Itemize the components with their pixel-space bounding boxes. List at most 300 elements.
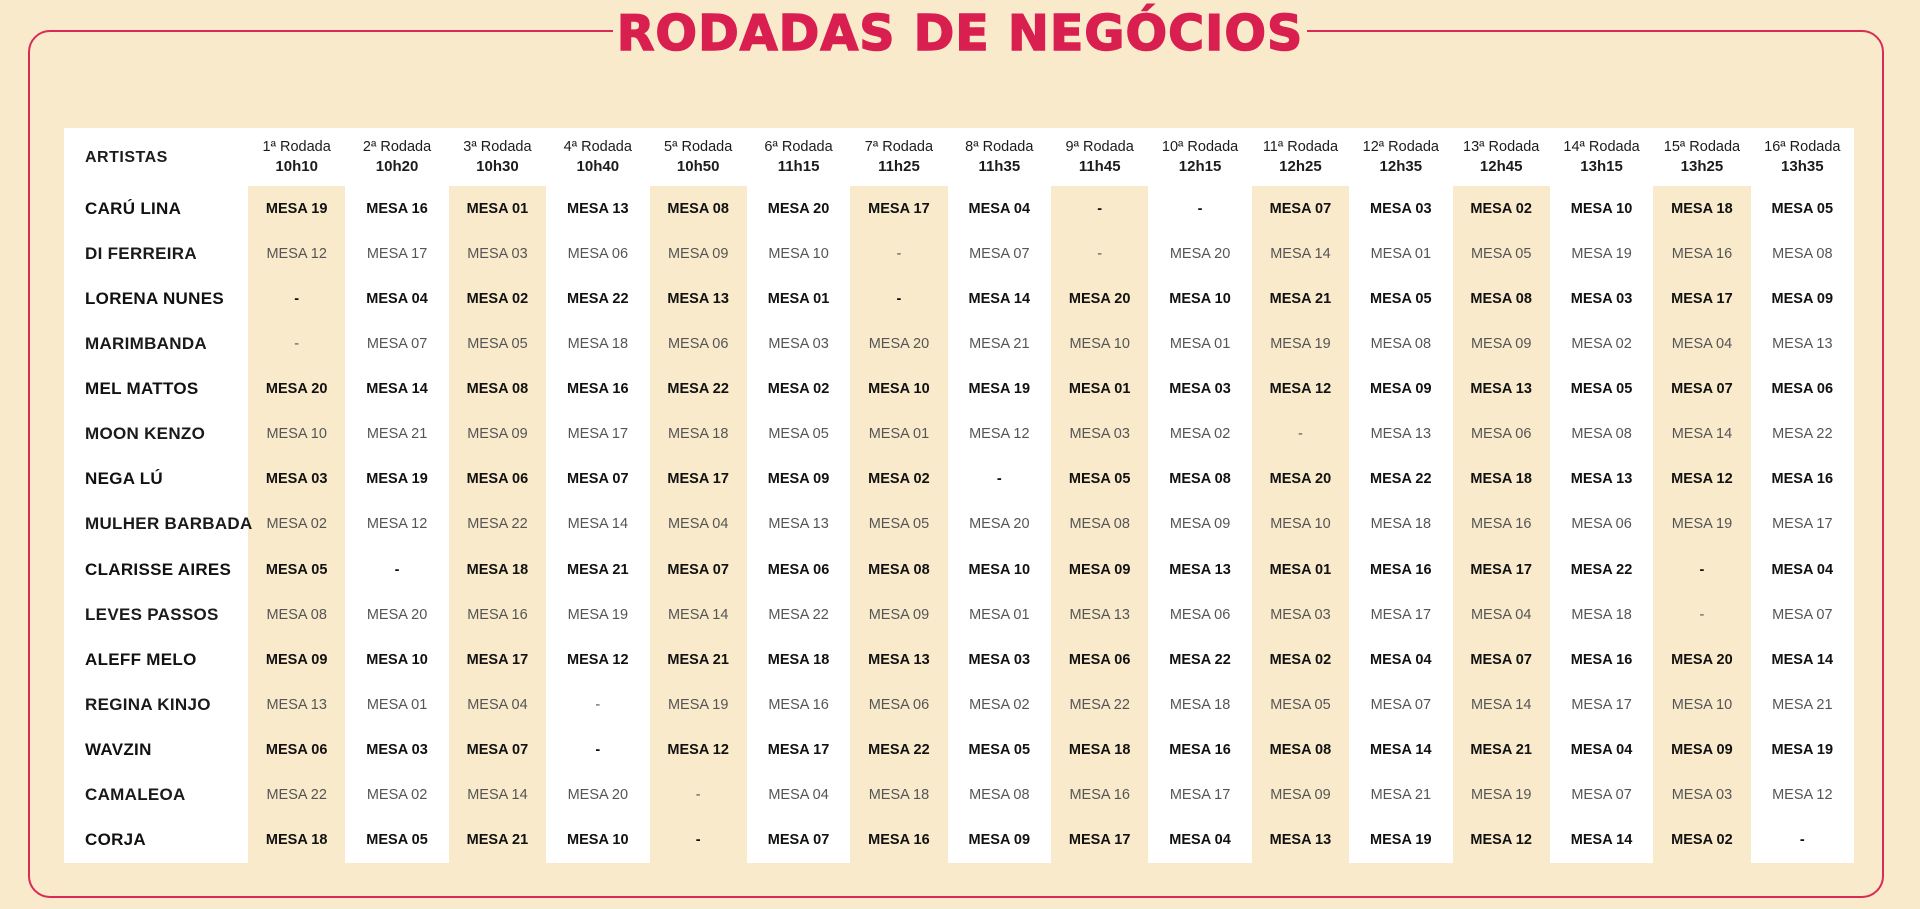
table-cell: MESA 08 <box>969 787 1030 804</box>
table-cell: MESA 06 <box>1453 412 1550 457</box>
table-cell: MESA 01 <box>1370 245 1432 262</box>
table-cell: MESA 17 <box>1169 787 1231 804</box>
round-time: 13h35 <box>1781 158 1824 175</box>
table-cell: MESA 17 <box>567 426 629 443</box>
table-cell: MESA 08 <box>1051 502 1148 547</box>
table-cell: MESA 01 <box>449 186 546 231</box>
artist-name: MULHER BARBADA <box>85 514 253 534</box>
table-cell: MESA 16 <box>1771 471 1834 488</box>
table-cell: MESA 10 <box>1051 321 1148 366</box>
table-cell: MESA 06 <box>567 245 629 262</box>
table-cell: MESA 02 <box>969 696 1030 713</box>
table-cell: MESA 19 <box>1771 742 1834 759</box>
round-header <box>1252 128 1349 186</box>
artist-name: LEVES PASSOS <box>85 604 219 624</box>
table-cell: MESA 18 <box>449 547 546 592</box>
round-time: 11h15 <box>777 158 820 175</box>
schedule-table <box>64 128 1854 863</box>
table-cell: MESA 20 <box>1653 637 1750 682</box>
table-cell: - <box>1252 412 1349 457</box>
table-cell: MESA 13 <box>1169 561 1231 578</box>
table-row <box>67 592 1851 637</box>
table-cell: MESA 04 <box>449 682 546 727</box>
table-cell: MESA 12 <box>1653 457 1750 502</box>
table-cell: MESA 08 <box>1252 728 1349 773</box>
round-label: 14ª Rodada <box>1563 139 1640 155</box>
artist-name: CLARISSE AIRES <box>85 559 232 579</box>
table-cell: MESA 05 <box>850 502 947 547</box>
round-header <box>1151 128 1248 186</box>
round-header <box>1352 128 1449 186</box>
table-cell: MESA 14 <box>366 381 428 398</box>
table-cell: MESA 20 <box>567 787 629 804</box>
table-cell: MESA 02 <box>1653 818 1750 863</box>
table-cell: MESA 09 <box>449 412 546 457</box>
table-cell: MESA 16 <box>850 818 947 863</box>
table-cell: - <box>996 471 1002 488</box>
table-cell: MESA 20 <box>850 321 947 366</box>
table-cell: MESA 10 <box>768 245 829 262</box>
table-cell: MESA 04 <box>1653 321 1750 366</box>
round-label: 10ª Rodada <box>1161 139 1239 155</box>
round-time: 13h25 <box>1680 158 1724 175</box>
table-cell: MESA 05 <box>366 832 428 849</box>
table-cell: MESA 17 <box>850 186 947 231</box>
round-label: 6ª Rodada <box>764 139 833 155</box>
table-cell: MESA 05 <box>1771 200 1834 217</box>
table-cell: MESA 08 <box>1370 335 1432 352</box>
round-header <box>850 128 947 186</box>
artist-name: MARIMBANDA <box>85 333 207 353</box>
table-cell: MESA 10 <box>968 561 1031 578</box>
table-cell: MESA 14 <box>1653 412 1750 457</box>
table-cell: MESA 07 <box>1252 186 1349 231</box>
table-cell: MESA 03 <box>1653 773 1750 818</box>
table-cell: MESA 16 <box>1653 231 1750 276</box>
table-cell: MESA 06 <box>248 728 345 773</box>
table-cell: MESA 05 <box>768 426 829 443</box>
table-cell: MESA 21 <box>1252 276 1349 321</box>
table-cell: MESA 05 <box>1370 290 1432 307</box>
table-cell: MESA 07 <box>1453 637 1550 682</box>
round-time: 10h40 <box>576 158 620 175</box>
table-cell: MESA 16 <box>768 696 829 713</box>
table-cell: MESA 09 <box>767 471 830 488</box>
table-cell: MESA 10 <box>248 412 345 457</box>
table-cell: MESA 17 <box>1772 516 1833 533</box>
table-cell: MESA 19 <box>567 606 629 623</box>
table-cell: MESA 06 <box>1051 637 1148 682</box>
round-time: 13h15 <box>1580 158 1623 175</box>
table-cell: MESA 21 <box>449 818 546 863</box>
table-cell: MESA 05 <box>1252 682 1349 727</box>
table-cell: MESA 02 <box>1169 426 1231 443</box>
table-cell: MESA 02 <box>1453 186 1550 231</box>
table-cell: MESA 18 <box>767 651 830 668</box>
table-cell: MESA 07 <box>567 471 629 488</box>
table-cell: MESA 08 <box>1169 471 1231 488</box>
table-cell: MESA 04 <box>768 787 829 804</box>
table-row <box>67 276 1851 321</box>
table-cell: MESA 09 <box>1370 381 1432 398</box>
table-cell: MESA 13 <box>850 637 947 682</box>
round-time: 10h50 <box>676 158 720 175</box>
table-cell: MESA 03 <box>1051 412 1148 457</box>
table-cell: MESA 03 <box>248 457 345 502</box>
table-cell: MESA 16 <box>1453 502 1550 547</box>
table-cell: MESA 02 <box>366 787 428 804</box>
table-cell: MESA 13 <box>650 276 747 321</box>
table-row <box>67 547 1851 592</box>
table-cell: MESA 20 <box>969 516 1030 533</box>
table-cell: MESA 22 <box>567 290 629 307</box>
table-cell: MESA 01 <box>1252 547 1349 592</box>
table-cell: MESA 21 <box>567 561 629 578</box>
table-cell: MESA 07 <box>969 245 1030 262</box>
table-cell: MESA 18 <box>1453 457 1550 502</box>
table-cell: MESA 21 <box>650 637 747 682</box>
table-cell: MESA 01 <box>767 290 830 307</box>
round-label: 11ª Rodada <box>1262 139 1339 155</box>
table-cell: MESA 05 <box>1453 231 1550 276</box>
table-cell: MESA 10 <box>1169 290 1231 307</box>
table-cell: MESA 22 <box>1169 651 1231 668</box>
table-cell: MESA 16 <box>366 200 428 217</box>
round-header <box>1754 128 1851 186</box>
round-label: 5ª Rodada <box>664 139 733 155</box>
table-row <box>67 502 1851 547</box>
table-cell: - <box>248 276 345 321</box>
round-header <box>1051 128 1148 186</box>
table-cell: MESA 09 <box>1653 728 1750 773</box>
table-cell: MESA 05 <box>248 547 345 592</box>
table-cell: MESA 12 <box>650 728 747 773</box>
table-cell: - <box>1051 186 1148 231</box>
table-cell: MESA 17 <box>1370 606 1432 623</box>
artist-name: MOON KENZO <box>85 424 206 444</box>
artist-name: MEL MATTOS <box>85 379 199 399</box>
table-cell: MESA 19 <box>1252 321 1349 366</box>
table-cell: MESA 21 <box>1772 696 1833 713</box>
table-cell: - <box>248 321 345 366</box>
table-cell: MESA 19 <box>1453 773 1550 818</box>
table-cell: MESA 20 <box>767 200 830 217</box>
table-cell: MESA 08 <box>449 367 546 412</box>
table-cell: MESA 04 <box>1570 742 1633 759</box>
table-cell: MESA 09 <box>248 637 345 682</box>
round-header <box>1653 128 1750 186</box>
table-cell: MESA 17 <box>1051 818 1148 863</box>
table-cell: MESA 17 <box>1571 696 1632 713</box>
table-cell: MESA 07 <box>1571 787 1632 804</box>
table-cell: MESA 10 <box>1252 502 1349 547</box>
table-cell: MESA 20 <box>1169 245 1231 262</box>
table-cell: MESA 14 <box>1453 682 1550 727</box>
table-cell: MESA 18 <box>1571 606 1632 623</box>
table-cell: MESA 06 <box>650 321 747 366</box>
table-cell: MESA 07 <box>366 335 428 352</box>
table-header-row <box>67 128 1851 186</box>
round-time: 10h20 <box>375 158 419 175</box>
table-cell: MESA 05 <box>449 321 546 366</box>
table-cell: MESA 20 <box>1051 276 1148 321</box>
table-cell: MESA 07 <box>449 728 546 773</box>
table-cell: MESA 19 <box>650 682 747 727</box>
table-cell: MESA 03 <box>1252 592 1349 637</box>
table-cell: MESA 08 <box>650 186 747 231</box>
table-cell: MESA 22 <box>1570 561 1633 578</box>
round-label: 4ª Rodada <box>563 139 632 155</box>
table-cell: MESA 10 <box>567 832 629 849</box>
table-cell: MESA 09 <box>1453 321 1550 366</box>
table-row <box>67 321 1851 366</box>
table-cell: MESA 04 <box>1169 832 1231 849</box>
table-cell: MESA 22 <box>850 728 947 773</box>
table-cell: MESA 03 <box>1570 290 1633 307</box>
table-cell: MESA 19 <box>1653 502 1750 547</box>
table-cell: MESA 03 <box>449 231 546 276</box>
table-cell: MESA 02 <box>850 457 947 502</box>
round-header <box>549 128 646 186</box>
table-cell: MESA 03 <box>366 742 428 759</box>
table-cell: MESA 06 <box>1169 606 1231 623</box>
table-cell: - <box>595 696 601 713</box>
table-cell: - <box>1799 832 1805 849</box>
table-cell: MESA 02 <box>1252 637 1349 682</box>
table-row <box>67 412 1851 457</box>
table-cell: MESA 09 <box>1771 290 1834 307</box>
table-cell: MESA 17 <box>366 245 428 262</box>
table-row <box>67 818 1851 863</box>
table-cell: MESA 06 <box>449 457 546 502</box>
table-cell: MESA 13 <box>768 516 829 533</box>
table-body <box>67 186 1851 863</box>
table-cell: MESA 08 <box>1571 426 1632 443</box>
table-cell: MESA 22 <box>1051 682 1148 727</box>
table-cell: MESA 20 <box>366 606 428 623</box>
table-cell: MESA 17 <box>1453 547 1550 592</box>
round-label: 16ª Rodada <box>1764 139 1841 155</box>
table-row <box>67 637 1851 682</box>
round-time: 10h10 <box>275 158 318 175</box>
table-cell: MESA 21 <box>1370 787 1432 804</box>
table-cell: MESA 05 <box>968 742 1031 759</box>
artist-name: NEGA LÚ <box>85 469 163 489</box>
table-cell: MESA 22 <box>650 367 747 412</box>
table-cell: MESA 09 <box>850 592 947 637</box>
table-cell: MESA 19 <box>248 186 345 231</box>
table-cell: MESA 01 <box>366 696 428 713</box>
table-cell: MESA 14 <box>1771 651 1834 668</box>
table-cell: MESA 08 <box>248 592 345 637</box>
table-cell: MESA 08 <box>850 547 947 592</box>
round-time: 12h45 <box>1479 158 1523 175</box>
table-cell: MESA 12 <box>969 426 1030 443</box>
table-cell: MESA 07 <box>1653 367 1750 412</box>
table-cell: MESA 16 <box>1570 651 1633 668</box>
table-cell: MESA 17 <box>449 637 546 682</box>
table-cell: MESA 01 <box>1051 367 1148 412</box>
table-cell: MESA 22 <box>1370 471 1432 488</box>
table-cell: MESA 19 <box>1571 245 1632 262</box>
round-label: 1ª Rodada <box>262 139 331 155</box>
round-header <box>449 128 546 186</box>
table-cell: MESA 20 <box>248 367 345 412</box>
table-cell: MESA 03 <box>1370 200 1432 217</box>
table-cell: MESA 13 <box>1370 426 1432 443</box>
table-cell: MESA 06 <box>1771 381 1834 398</box>
round-label: 3ª Rodada <box>463 139 532 155</box>
artist-column-header: ARTISTAS <box>85 148 168 166</box>
artist-name: CORJA <box>85 830 147 850</box>
table-cell: MESA 04 <box>1771 561 1834 578</box>
table-cell: MESA 01 <box>969 606 1030 623</box>
table-cell: MESA 22 <box>1772 426 1833 443</box>
table-cell: MESA 18 <box>650 412 747 457</box>
table-cell: MESA 14 <box>1370 742 1432 759</box>
table-cell: MESA 12 <box>1772 787 1833 804</box>
artist-name: ALEFF MELO <box>85 649 197 669</box>
table-cell: - <box>850 231 947 276</box>
table-row <box>67 367 1851 412</box>
table-cell: - <box>1051 231 1148 276</box>
artist-name: REGINA KINJO <box>85 694 211 714</box>
table-cell: MESA 06 <box>767 561 830 578</box>
table-cell: MESA 14 <box>449 773 546 818</box>
table-cell: MESA 04 <box>366 290 428 307</box>
table-cell: MESA 16 <box>1169 742 1231 759</box>
table-cell: MESA 08 <box>1772 245 1833 262</box>
table-cell: MESA 12 <box>1252 367 1349 412</box>
table-cell: MESA 18 <box>567 335 629 352</box>
table-cell: MESA 21 <box>366 426 428 443</box>
schedule-table-container <box>64 128 1854 863</box>
table-cell: MESA 08 <box>1453 276 1550 321</box>
table-cell: - <box>650 818 747 863</box>
table-cell: MESA 04 <box>1370 651 1432 668</box>
round-label: 8ª Rodada <box>965 139 1034 155</box>
table-cell: MESA 05 <box>1051 457 1148 502</box>
round-time: 12h15 <box>1178 158 1222 175</box>
table-cell: MESA 19 <box>1370 832 1432 849</box>
table-cell: MESA 02 <box>767 381 830 398</box>
table-cell: MESA 20 <box>1252 457 1349 502</box>
table-row <box>67 682 1851 727</box>
table-cell: MESA 10 <box>1653 682 1750 727</box>
round-label: 2ª Rodada <box>362 139 432 155</box>
table-cell: MESA 07 <box>650 547 747 592</box>
table-cell: MESA 17 <box>1653 276 1750 321</box>
round-label: 9ª Rodada <box>1065 139 1134 155</box>
artist-name: CARÚ LINA <box>85 198 182 218</box>
table-cell: MESA 13 <box>248 682 345 727</box>
table-cell: MESA 09 <box>650 231 747 276</box>
round-header <box>1453 128 1550 186</box>
table-cell: MESA 03 <box>768 335 829 352</box>
table-cell: - <box>850 276 947 321</box>
table-cell: MESA 18 <box>1653 186 1750 231</box>
round-time: 11h25 <box>878 158 920 175</box>
table-cell: MESA 02 <box>449 276 546 321</box>
table-cell: MESA 09 <box>968 832 1031 849</box>
table-row <box>67 457 1851 502</box>
table-cell: MESA 18 <box>1370 516 1432 533</box>
table-cell: MESA 17 <box>767 742 830 759</box>
table-cell: MESA 04 <box>1453 592 1550 637</box>
round-header <box>348 128 445 186</box>
round-header <box>1553 128 1650 186</box>
table-cell: MESA 13 <box>1772 335 1833 352</box>
table-cell: MESA 10 <box>1570 200 1633 217</box>
table-cell: MESA 03 <box>1169 381 1231 398</box>
table-cell: MESA 12 <box>567 651 629 668</box>
table-cell: MESA 09 <box>1169 516 1231 533</box>
table-cell: MESA 05 <box>1570 381 1633 398</box>
table-cell: MESA 22 <box>449 502 546 547</box>
table-cell: MESA 13 <box>567 200 629 217</box>
round-label: 7ª Rodada <box>864 139 934 155</box>
table-cell: MESA 02 <box>1571 335 1632 352</box>
round-header <box>650 128 747 186</box>
table-cell: MESA 07 <box>1370 696 1432 713</box>
table-cell: MESA 10 <box>850 367 947 412</box>
table-cell: MESA 22 <box>248 773 345 818</box>
table-cell: MESA 16 <box>1051 773 1148 818</box>
table-row <box>67 231 1851 276</box>
table-cell: MESA 21 <box>1453 728 1550 773</box>
table-cell: MESA 18 <box>248 818 345 863</box>
table-row <box>67 728 1851 773</box>
table-cell: MESA 13 <box>1453 367 1550 412</box>
table-cell: MESA 14 <box>968 290 1031 307</box>
table-cell: MESA 02 <box>248 502 345 547</box>
table-cell: MESA 12 <box>1453 818 1550 863</box>
table-cell: MESA 13 <box>1252 818 1349 863</box>
table-cell: MESA 07 <box>767 832 830 849</box>
round-label: 15ª Rodada <box>1663 139 1741 155</box>
table-cell: - <box>650 773 747 818</box>
round-time: 10h30 <box>476 158 519 175</box>
table-cell: MESA 21 <box>969 335 1030 352</box>
table-cell: MESA 14 <box>567 516 629 533</box>
table-cell: MESA 13 <box>1570 471 1633 488</box>
table-cell: MESA 01 <box>1169 335 1231 352</box>
table-cell: MESA 17 <box>650 457 747 502</box>
table-cell: MESA 06 <box>1571 516 1632 533</box>
round-label: 13ª Rodada <box>1463 139 1540 155</box>
table-cell: MESA 10 <box>366 651 428 668</box>
table-cell: - <box>1653 547 1750 592</box>
table-cell: MESA 07 <box>1772 606 1833 623</box>
table-cell: - <box>1197 200 1203 217</box>
artist-name: DI FERREIRA <box>85 243 197 263</box>
table-row <box>67 773 1851 818</box>
table-cell: MESA 19 <box>968 381 1031 398</box>
table-cell: MESA 09 <box>1051 547 1148 592</box>
table-cell: MESA 22 <box>768 606 829 623</box>
table-cell: MESA 12 <box>248 231 345 276</box>
table-cell: MESA 04 <box>968 200 1031 217</box>
round-header <box>248 128 345 186</box>
round-time: 12h25 <box>1279 158 1322 175</box>
round-time: 11h45 <box>1078 158 1121 175</box>
table-cell: - <box>595 742 601 759</box>
round-time: 11h35 <box>978 158 1021 175</box>
table-cell: MESA 14 <box>1570 832 1633 849</box>
table-cell: MESA 06 <box>850 682 947 727</box>
table-cell: MESA 09 <box>1252 773 1349 818</box>
page-title: RODADAS DE NEGÓCIOS <box>613 6 1308 62</box>
